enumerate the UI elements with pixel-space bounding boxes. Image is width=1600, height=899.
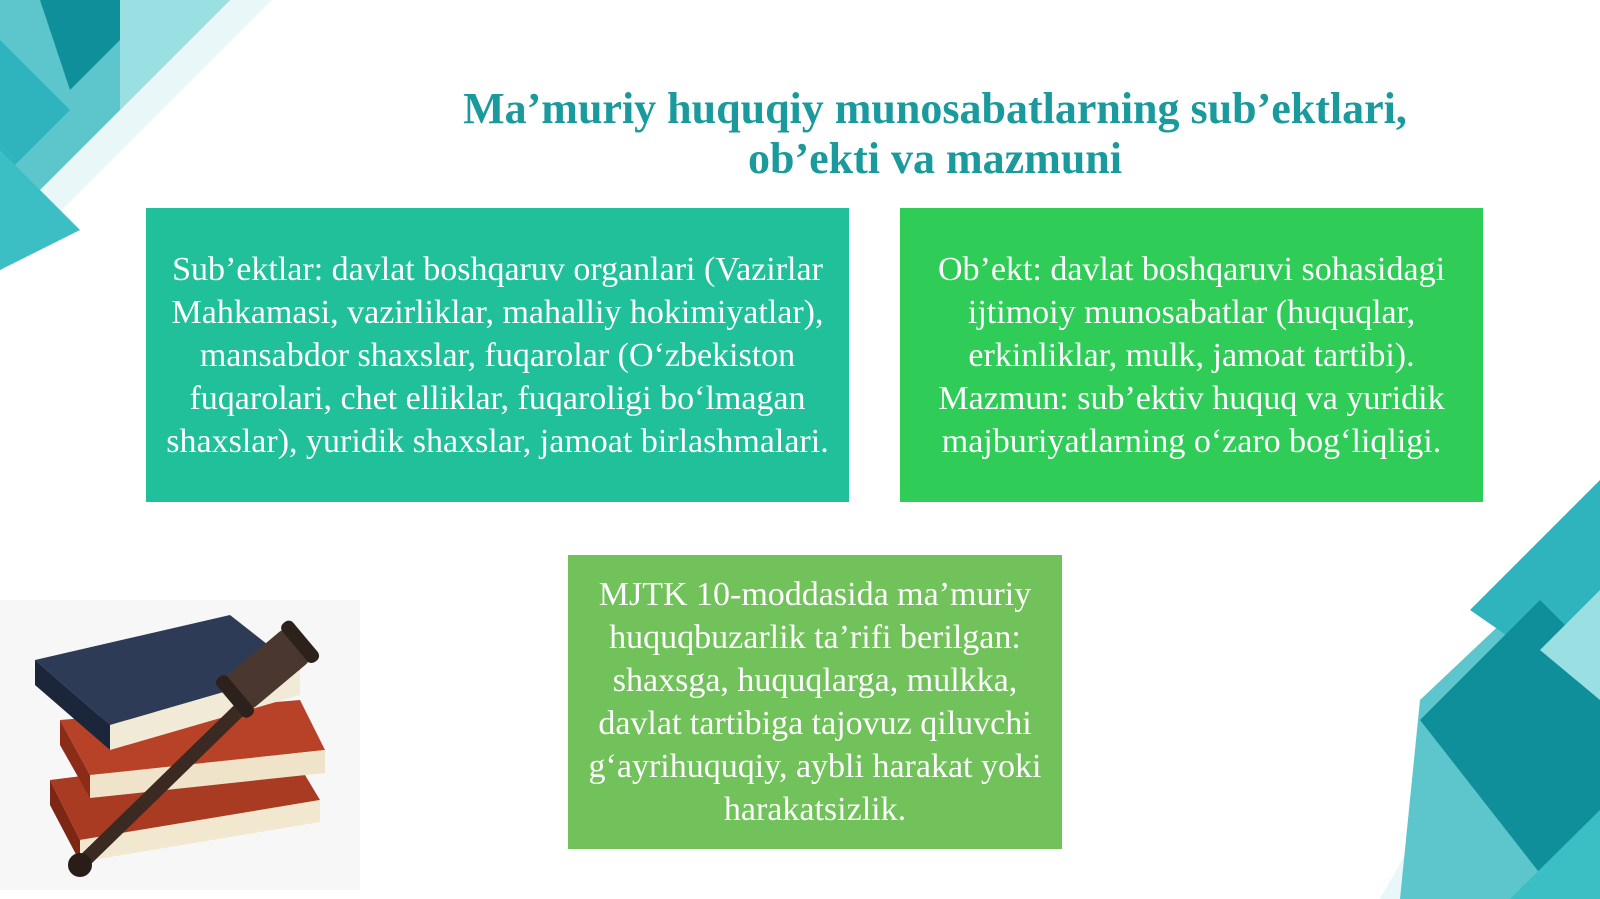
- bottom-right-decoration: [1380, 480, 1600, 899]
- mjtk-box: [568, 555, 1062, 849]
- subjects-box: [146, 208, 849, 502]
- object-box: [900, 208, 1483, 502]
- slide-title: [395, 84, 1475, 184]
- books-and-gavel-icon: [0, 600, 360, 890]
- object-text: Ob’ekt: davlat boshqaruvi sohasidagi ijtimoiy munosabatlar (huquqlar, erkinliklar, mulk, jamoat tartibi). Mazmun: sub’ektiv huquq va yuridik majburiyatlarning o‘zaro bog‘liqligi.: [937, 250, 1446, 460]
- subjects-text: Sub’ektlar: davlat boshqaruv organlari (Vazirlar Mahkamasi, vazirliklar, mahalliy hokimiyatlar), mansabdor shaxslar, fuqarolar (O‘zbekiston fuqarolari, chet elliklar, fuqaroligi bo‘lmagan shaxslar), yuridik shaxslar, jamoat birlashmalari.: [166, 250, 829, 460]
- title-line-2: ob’ekti va mazmuni: [748, 134, 1122, 183]
- title-line-1: Ma’muriy huquqiy munosabatlarning sub’ektlari,: [463, 84, 1407, 133]
- mjtk-text: MJTK 10-moddasida ma’muriy huquqbuzarlik ta’rifi berilgan: shaxsga, huquqlarga, mulkka, davlat tartibiga tajovuz qiluvchi g‘ayrihuquqiy, aybli harakat yoki harakatsizlik.: [588, 576, 1042, 828]
